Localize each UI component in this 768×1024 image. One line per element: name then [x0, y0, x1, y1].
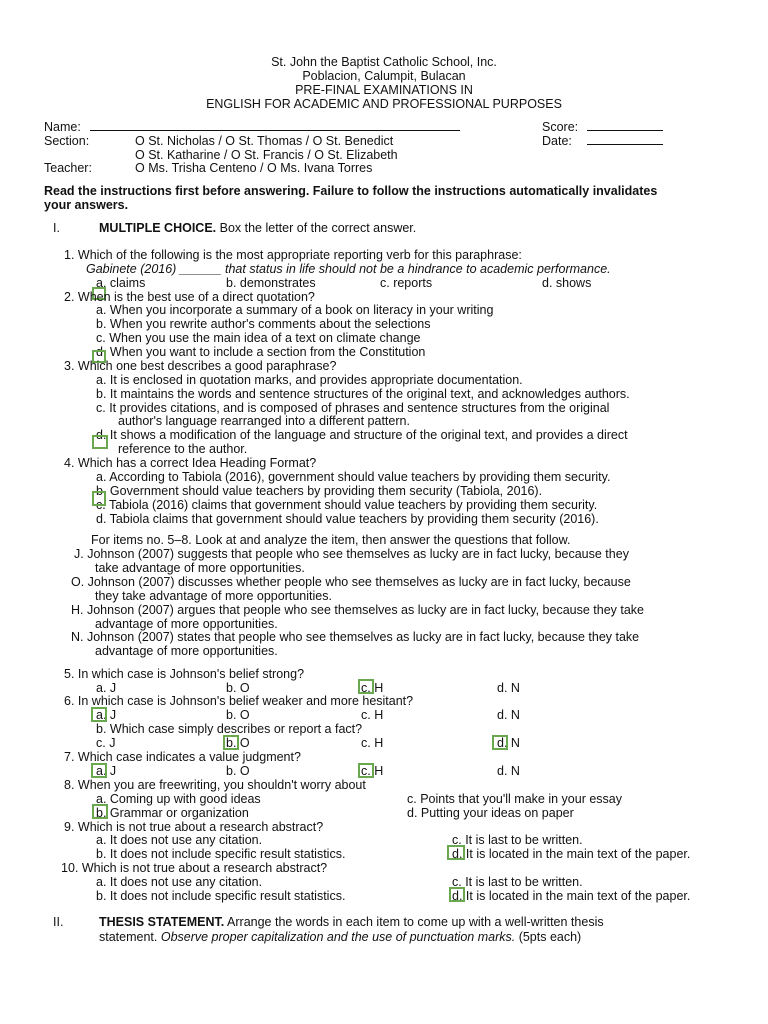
q6-d: d. N: [497, 708, 520, 722]
q8-d: d. Putting your ideas on paper: [407, 806, 574, 820]
part2-text2b: Observe proper capitalization and the use of punctuation marks.: [160, 930, 516, 944]
q1-d: d. shows: [542, 276, 592, 290]
q2-c: c. When you use the main idea of a text on climate change: [96, 331, 421, 345]
part2-text2a: statement.: [99, 930, 161, 944]
q3-b: b. It maintains the words and sentence structures of the original text, and acknowledges authors.: [96, 387, 630, 401]
q6b-d: d. N: [497, 736, 520, 750]
q4-b: b. Government should value teachers by providing them security (Tabiola, 2016).: [96, 484, 543, 498]
teacher-label: Teacher:: [44, 161, 92, 175]
q9-b: b. It does not include specific result statistics.: [96, 847, 346, 861]
q3-d-cont: reference to the author.: [118, 442, 248, 456]
section-options-2: O St. Katharine / O St. Francis / O St. Elizabeth: [135, 148, 398, 162]
q8-b: b. Grammar or organization: [96, 806, 249, 820]
part1-directions: Box the letter of the correct answer.: [216, 221, 417, 235]
q2-a: a. When you incorporate a summary of a book on literacy in your writing: [96, 303, 494, 317]
q1-a: a. claims: [96, 276, 146, 290]
answer-box: [92, 435, 108, 449]
q6-stem: 6. In which case is Johnson's belief weaker and more hesitant?: [64, 694, 414, 708]
answer-box: [492, 735, 508, 750]
q6b-stem: b. Which case simply describes or report a fact?: [96, 722, 363, 736]
item-J-cont: take advantage of more opportunities.: [95, 561, 305, 575]
q2-d: d. When you want to include a section from the Constitution: [96, 345, 426, 359]
item-J: J. Johnson (2007) suggests that people who see themselves as lucky are in fact lucky, because they: [74, 547, 629, 561]
part2-numeral: II.: [53, 915, 64, 929]
q7-a: a. J: [96, 764, 117, 778]
q7-d: d. N: [497, 764, 520, 778]
q1-italic: Gabinete (2016) ______ that status in life should not be a hindrance to academic performance.: [86, 262, 611, 276]
q6b-a: c. J: [96, 736, 116, 750]
section-label: Section:: [44, 134, 90, 148]
items58-intro: For items no. 5–8. Look at and analyze the item, then answer the questions that follow.: [91, 533, 571, 547]
q7-c: c. H: [361, 764, 384, 778]
answer-box: [92, 491, 106, 506]
school-address: Poblacion, Calumpit, Bulacan: [302, 69, 466, 83]
answer-box: [92, 804, 108, 819]
q10-d: d. It is located in the main text of the paper.: [452, 889, 691, 903]
q9-stem: 9. Which is not true about a research abstract?: [64, 820, 324, 834]
answer-box: [91, 707, 107, 722]
q1-stem: 1. Which of the following is the most appropriate reporting verb for this paraphrase:: [64, 248, 522, 262]
part1-numeral: I.: [53, 221, 60, 235]
q7-b: b. O: [226, 764, 250, 778]
q5-c: c. H: [361, 681, 384, 695]
item-H-cont: advantage of more opportunities.: [95, 617, 278, 631]
name-field[interactable]: [90, 119, 460, 131]
date-label: Date:: [542, 134, 572, 148]
q3-stem: 3. Which one best describes a good paraphrase?: [64, 359, 337, 373]
answer-box: [91, 763, 107, 778]
q9-c: c. It is last to be written.: [452, 833, 583, 847]
q8-a: a. Coming up with good ideas: [96, 792, 261, 806]
q9-a: a. It does not use any citation.: [96, 833, 263, 847]
name-label: Name:: [44, 120, 81, 134]
part2-text2c: (5pts each): [515, 930, 582, 944]
q1-c: c. reports: [380, 276, 433, 290]
q3-c-cont: author's language rearranged into a different pattern.: [118, 414, 410, 428]
teacher-options: O Ms. Trisha Centeno / O Ms. Ivana Torres: [135, 161, 373, 175]
part2-title: THESIS STATEMENT.: [99, 915, 225, 929]
exam-title: PRE-FINAL EXAMINATIONS IN: [295, 83, 473, 97]
score-field[interactable]: [587, 119, 663, 131]
school-name: St. John the Baptist Catholic School, Inc.: [271, 55, 497, 69]
answer-box: [447, 845, 465, 860]
part1-title: MULTIPLE CHOICE.: [99, 221, 217, 235]
q8-c: c. Points that you'll make in your essay: [407, 792, 622, 806]
q4-stem: 4. Which has a correct Idea Heading Format?: [64, 456, 317, 470]
q10-a: a. It does not use any citation.: [96, 875, 263, 889]
part2-heading: [99, 915, 604, 929]
subject-title: ENGLISH FOR ACADEMIC AND PROFESSIONAL PURPOSES: [206, 97, 562, 111]
q4-c: c. Tabiola (2016) claims that government should value teachers by providing them security.: [96, 498, 598, 512]
q8-stem: 8. When you are freewriting, you shouldn't worry about: [64, 778, 366, 792]
part1-heading: [99, 221, 416, 235]
q5-stem: 5. In which case is Johnson's belief strong?: [64, 667, 305, 681]
q1-b: b. demonstrates: [226, 276, 316, 290]
part2-line2: [99, 930, 581, 944]
q10-stem: 10. Which is not true about a research abstract?: [61, 861, 328, 875]
q5-a: a. J: [96, 681, 117, 695]
instructions-line-2: your answers.: [44, 198, 129, 212]
q10-c: c. It is last to be written.: [452, 875, 583, 889]
answer-box: [223, 735, 239, 750]
q4-d: d. Tabiola claims that government should value teachers by providing them security (2016).: [96, 512, 599, 526]
q4-a: a. According to Tabiola (2016), government should value teachers by providing them security.: [96, 470, 611, 484]
part2-text: Arrange the words in each item to come up with a well-written thesis: [224, 915, 604, 929]
q3-a: a. It is enclosed in quotation marks, and provides appropriate documentation.: [96, 373, 523, 387]
answer-box: [449, 887, 465, 902]
q2-stem: 2. When is the best use of a direct quotation?: [64, 290, 315, 304]
date-field[interactable]: [587, 133, 663, 145]
q5-b: b. O: [226, 681, 250, 695]
answer-box: [358, 763, 374, 778]
item-N-cont: advantage of more opportunities.: [95, 644, 278, 658]
instructions-line-1: Read the instructions first before answering. Failure to follow the instructions automatically invalidates: [44, 184, 658, 198]
q6-a: a. J: [96, 708, 117, 722]
q2-b: b. When you rewrite author's comments about the selections: [96, 317, 431, 331]
q3-d: d. It shows a modification of the language and structure of the original text, and provides a direct: [96, 428, 628, 442]
score-label: Score:: [542, 120, 579, 134]
q6b-b: b. O: [226, 736, 250, 750]
q9-d: d. It is located in the main text of the paper.: [452, 847, 691, 861]
q10-b: b. It does not include specific result statistics.: [96, 889, 346, 903]
q6-b: b. O: [226, 708, 250, 722]
section-options-1: O St. Nicholas / O St. Thomas / O St. Benedict: [135, 134, 394, 148]
q5-d: d. N: [497, 681, 520, 695]
item-O: O. Johnson (2007) discusses whether people who see themselves as lucky are in fact lucky, because: [71, 575, 631, 589]
q6-c: c. H: [361, 708, 384, 722]
answer-box: [358, 679, 374, 694]
item-O-cont: they take advantage of more opportunities.: [95, 589, 332, 603]
q6b-c: c. H: [361, 736, 384, 750]
q3-c: c. It provides citations, and is composed of phrases and sentence structures from the original: [96, 401, 610, 415]
item-N: N. Johnson (2007) states that people who see themselves as lucky are in fact lucky, because they take: [71, 630, 640, 644]
item-H: H. Johnson (2007) argues that people who see themselves as lucky are in fact lucky, because they take: [71, 603, 645, 617]
q7-stem: 7. Which case indicates a value judgment?: [64, 750, 301, 764]
